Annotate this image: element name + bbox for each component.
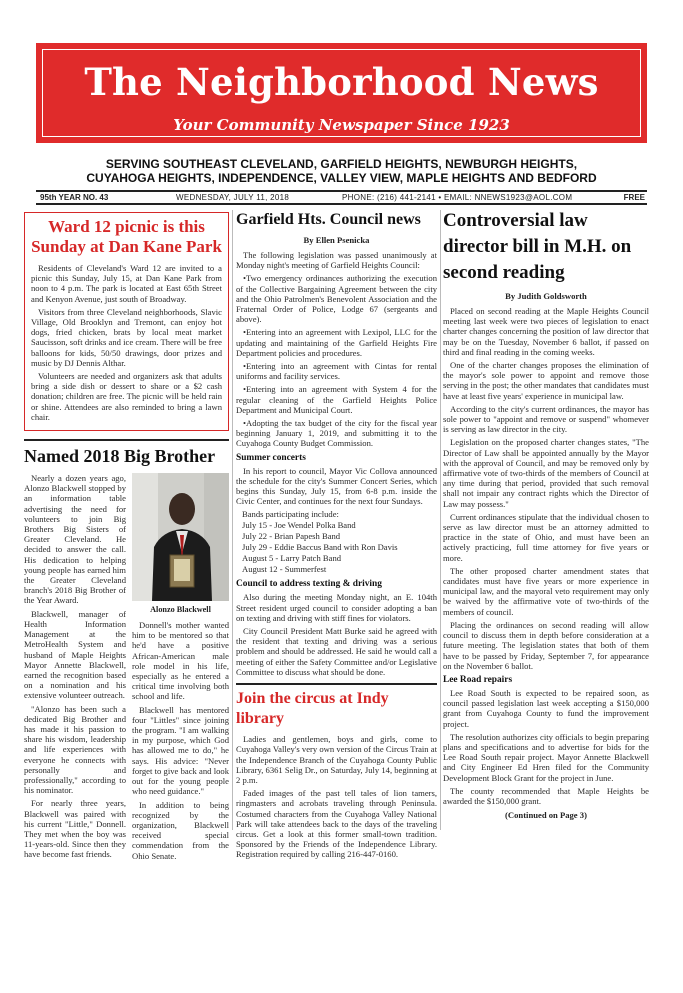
paragraph: Residents of Cleveland's Ward 12 are invited to a picnic this Sunday, July 15, at Dan Kane Park from noon to 4 p.m. The park is located at East 65th Street and Kenyon Avenue, just south of Broadway. bbox=[31, 263, 222, 304]
paragraph: Ladies and gentlemen, boys and girls, come to Cuyahoga Valley's very own version of the Circus Train at the Independence Branch of the Cuyahoga County Public Library, 6361 Selig Dr., on Saturday, July 14, beginning at 2 p.m. bbox=[236, 734, 437, 785]
issue-info-bar bbox=[36, 190, 647, 205]
portrait-image bbox=[132, 473, 229, 601]
texting-subhead: Council to address texting & driving bbox=[236, 579, 382, 590]
coverage-line-2: CUYAHOGA HEIGHTS, INDEPENDENCE, VALLEY VIEW, MAPLE HEIGHTS AND BEDFORD bbox=[86, 171, 597, 185]
paragraph: In his report to council, Mayor Vic Collova announced the schedule for the city's Summer Concert Series, which begins this Sunday, July 15, from 6-8 p.m. inside the Civic Center, and continues for the next four Sundays. bbox=[236, 465, 437, 507]
price-label: FREE bbox=[623, 193, 645, 202]
issue-number: 95th YEAR NO. 43 bbox=[40, 193, 109, 202]
band-item: July 15 - Joe Wendel Polka Band bbox=[242, 520, 356, 531]
masthead-frame bbox=[42, 49, 641, 137]
big-brother-headline: Named 2018 Big Brother bbox=[24, 439, 229, 467]
paragraph: •Entering into an agreement with System 4 for the regular cleaning of the Garfield Heights Police Department and Municipal Court. bbox=[236, 384, 437, 415]
picnic-headline: Ward 12 picnic is this Sunday at Dan Kane Park bbox=[31, 217, 222, 256]
bands-intro: Bands participating include: bbox=[242, 509, 339, 520]
paragraph: The resolution authorizes city officials to begin preparing plans and specifications and to advertise for bids for the Lee Road South repair project. Mayor Annette Blackwell and City Engineer Ed Hren filed for the Community Development Block Grant for the project in June. bbox=[443, 731, 649, 783]
coverage-line-1: SERVING SOUTHEAST CLEVELAND, GARFIELD HEIGHTS, NEWBURGH HEIGHTS, bbox=[105, 157, 578, 171]
paragraph: Current ordinances stipulate that the individual chosen to serve as law director must be an attorney admitted to practice in the state of Ohio, and must have been an actively practicing, full time attorney for five years or more. bbox=[443, 511, 649, 563]
paragraph: In addition to being recognized by the organization, Blackwell received special commendation from the Ohio Senate. bbox=[132, 799, 229, 861]
issue-date: WEDNESDAY, JULY 11, 2018 bbox=[176, 193, 290, 202]
paragraph: According to the city's current ordinances, the mayor has sole power to "appoint and remove or suspend" whomever is serving as law director in the city. bbox=[443, 403, 649, 435]
big-brother-article bbox=[24, 473, 229, 993]
paragraph: •Entering into an agreement with Cintas for rental uniforms and facility services. bbox=[236, 361, 437, 382]
paragraph: One of the charter changes proposes the elimination of the mayor's sole power to appoint and remove those serving in the post; the other mandates that candidates must have at least five years' experience in municipal law. bbox=[443, 360, 649, 401]
paragraph: Blackwell, manager of Health Information Management at the MetroHealth System and husband of Maple Heights Mayor Annette Blackwell, earned the recognition based on a nomination and his extensive volunteer outreach. bbox=[24, 608, 126, 701]
paragraph: City Council President Matt Burke said he agreed with the resident that texting and driving was a serious problem and should be addressed. He said he would call a meeting of either the Safety Committee and/or Legislative Committee to discuss what should be done. bbox=[236, 626, 437, 677]
contact-info: PHONE: (216) 441-2141 • EMAIL: NNEWS1923@AOL.COM bbox=[342, 193, 573, 202]
paragraph: The county recommended that Maple Heights be awarded the $150,000 grant. bbox=[443, 785, 649, 806]
summer-concerts-subhead: Summer concerts bbox=[236, 452, 306, 463]
paragraph: Donnell's mother wanted him to be mentored so that he'd have a positive African-American male role model in his life, especially as he entered a critical time involving both school and life. bbox=[132, 620, 229, 702]
paragraph: Faded images of the past tell tales of lion tamers, ringmasters and acrobats traveling through Peninsula. Costumed characters from the Cuyahoga Valley National Park will take attendees back to the days of the traveling circus. Get a look at this former small-town tradition. Sponsored by the Friends of the Independence Library. Registration required by calling 216-447-0160. bbox=[236, 788, 437, 860]
paragraph: For nearly three years, Blackwell was paired with his current "Little," Donnell. They met when the boy was 11-years-old. Since then they have become fast friends. bbox=[24, 798, 126, 860]
column-left bbox=[24, 208, 229, 993]
alonzo-blackwell-photo bbox=[132, 473, 229, 601]
paragraph: Placing the ordinances on second reading will allow council to discuss them in depth before consideration at a future meeting. The legislation states that both of them have to be passed by Friday, September 7, for appearance on the November 6 ballot. bbox=[443, 619, 649, 671]
paragraph: The other proposed charter amendment states that candidates must have five years or more experience in municipal law, and the mayoral veto requirement may only be waived by the affirmative vote of two-thirds of the members of council. bbox=[443, 565, 649, 617]
paragraph: Legislation on the proposed charter changes states, "The Director of Law shall be appointed annually by the Mayor with the approval of Council, and may be removed only by affirmative vote of two-thirds of the members of Council at any time during that period, provided that such removal shall not impair any contract rights which the Director of Law may possess." bbox=[443, 437, 649, 509]
paragraph: •Two emergency ordinances authorizing the execution of the Collective Bargaining Agreement between the city and the Ohio Patrolmen's Benevolent Association and the Fraternal Order of Police, Lodge 67 (sergeants and above). bbox=[236, 273, 437, 325]
paragraph: "Alonzo has been such a dedicated Big Brother and has made it his passion to share his wisdom, leadership and life experiences with everyone he connects with personally and professionally," according to his nominator. bbox=[24, 703, 126, 796]
lee-road-subhead: Lee Road repairs bbox=[443, 674, 513, 685]
paragraph: The following legislation was passed unanimously at Monday night's meeting of Garfield Heights Council: bbox=[236, 250, 437, 271]
continued-link[interactable]: (Continued on Page 3) bbox=[505, 810, 587, 821]
circus-headline: Join the circus at Indy library bbox=[236, 683, 437, 729]
newspaper-title: The Neighborhood News bbox=[84, 60, 599, 104]
paragraph: Also during the meeting Monday night, an E. 104th Street resident urged council to consider adopting a ban on texting and driving with stiff fines for violators. bbox=[236, 592, 437, 623]
law-director-byline: By Judith Goldsworth bbox=[505, 291, 587, 301]
paragraph: Visitors from three Cleveland neighborhoods, Slavic Village, Old Brooklyn and Tremont, can enjoy hot dogs, fried chicken, brats by local meat market Saucisson, soft drinks and ice cream. There will be free balloons for kids, 50/50 drawings, door prizes and music by DJ Dennis Althar. bbox=[31, 306, 222, 368]
band-item: July 29 - Eddie Baccus Band with Ron Davis bbox=[242, 542, 398, 553]
paragraph: Nearly a dozen years ago, Alonzo Blackwell stopped by an information table advertising the need for volunteers to join Big Brothers Big Sisters of Greater Cleveland. He decided to answer the call. His dedication to helping young people has earned him the Greater Cleveland branch's 2018 Big Brother of the Year Award. bbox=[24, 473, 126, 606]
band-item: August 5 - Larry Patch Band bbox=[242, 553, 342, 564]
paragraph: •Entering into an agreement with Lexipol, LLC for the updating and maintaining of the Garfield Heights Fire Department policies and procedures. bbox=[236, 327, 437, 358]
band-item: July 22 - Brian Papesh Band bbox=[242, 531, 341, 542]
column-divider bbox=[440, 210, 441, 830]
paragraph: •Adopting the tax budget of the city for the fiscal year beginning January 1, 2019, and submitting it to the Cuyahoga County Budget Commission. bbox=[236, 418, 437, 449]
paragraph: Volunteers are needed and organizers ask that adults bring a side dish or dessert to share or a $2 cash donation; children are free. The picnic will be held rain or shine. Attendees are also reminded to bring a lawn chair. bbox=[31, 371, 222, 422]
picnic-article bbox=[24, 212, 229, 431]
council-headline: Garfield Hts. Council news bbox=[236, 211, 421, 228]
big-brother-right-column bbox=[132, 473, 229, 864]
photo-caption: Alonzo Blackwell bbox=[150, 605, 211, 615]
column-divider bbox=[232, 210, 233, 830]
masthead bbox=[36, 43, 647, 143]
band-item: August 12 - Summerfest bbox=[242, 564, 327, 575]
paragraph: Placed on second reading at the Maple Heights Council meeting last week were two pieces of legislation to enact charter changes concerning the position of law director that may be on the Tuesday, November 6 ballot, if passed on third and final reading in the coming weeks. bbox=[443, 306, 649, 357]
column-right bbox=[443, 208, 649, 820]
big-brother-left-column bbox=[24, 473, 126, 863]
law-director-headline: Controversial law director bill in M.H. on second reading bbox=[443, 210, 632, 283]
council-byline: By Ellen Psenicka bbox=[303, 235, 370, 245]
paragraph: Blackwell has mentored four "Littles" since joining the program. "I am walking in my purpose, which God has allowed me to do," he says. His advice: "Never forget to give back and look out for the young people who need guidance." bbox=[132, 704, 229, 797]
column-middle bbox=[236, 208, 437, 863]
newspaper-tagline: Your Community Newspaper Since 1923 bbox=[173, 116, 510, 134]
paragraph: Lee Road South is expected to be repaired soon, as council passed legislation last week accepting a $150,000 grant from Cuyahoga County to fund the improvement project. bbox=[443, 687, 649, 729]
